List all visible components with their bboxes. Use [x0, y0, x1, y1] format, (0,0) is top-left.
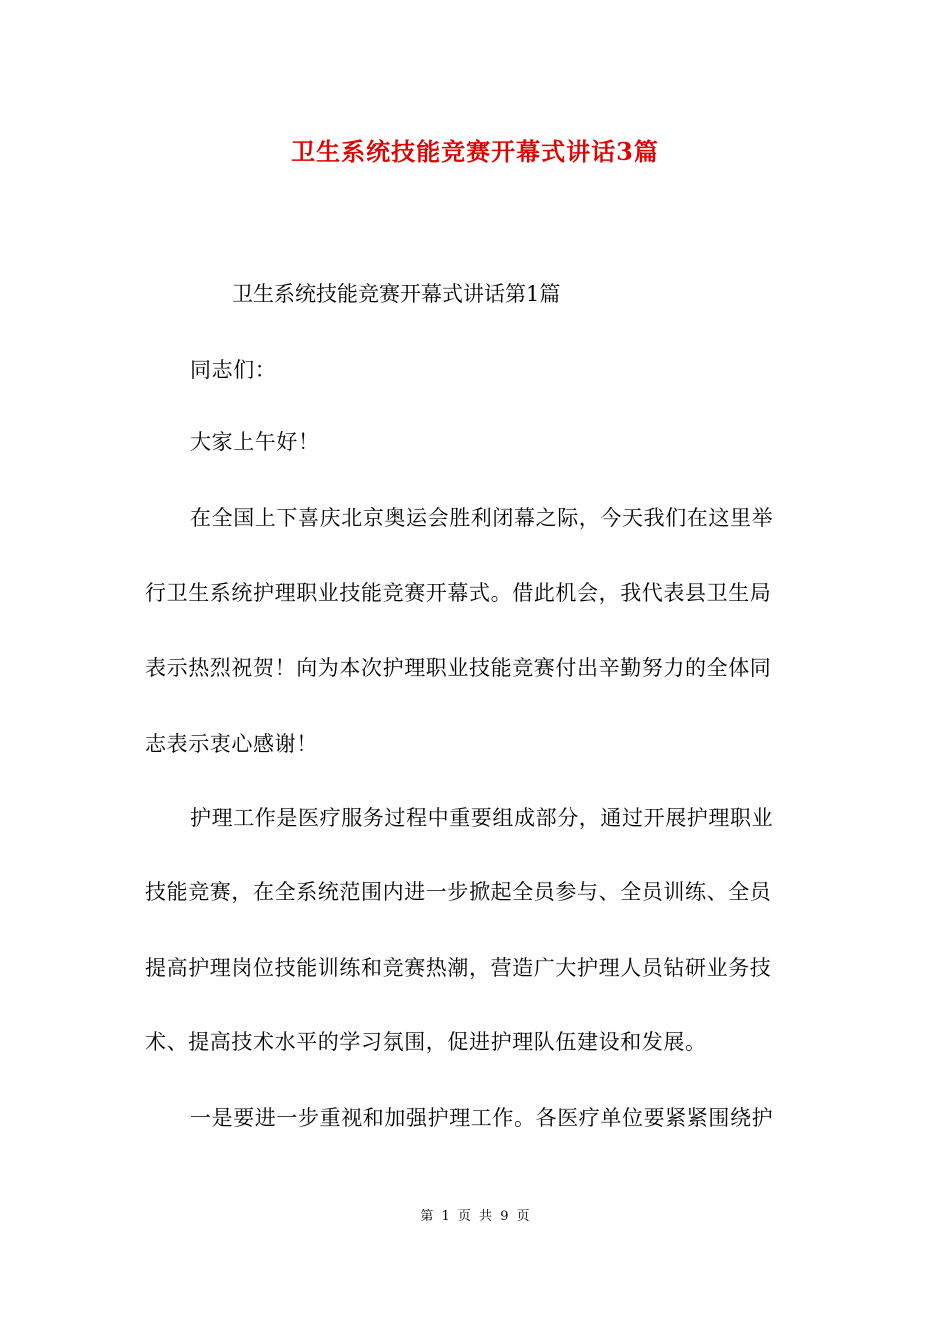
- section-heading: 卫生系统技能竞赛开幕式讲话第1篇: [232, 282, 561, 306]
- paragraph-line: 行卫生系统护理职业技能竞赛开幕式。借此机会，我代表县卫生局: [145, 581, 772, 605]
- greeting: 大家上午好！: [190, 430, 320, 454]
- paragraph-line: 在全国上下喜庆北京奥运会胜利闭幕之际，今天我们在这里举: [190, 506, 774, 530]
- paragraph-line: 一是要进一步重视和加强护理工作。各医疗单位要紧紧围绕护: [190, 1106, 774, 1130]
- paragraph-line: 护理工作是医疗服务过程中重要组成部分，通过开展护理职业: [190, 806, 774, 830]
- paragraph-line: 提高护理岗位技能训练和竞赛热潮，营造广大护理人员钻研业务技: [145, 956, 772, 980]
- paragraph-line: 志表示衷心感谢！: [145, 732, 318, 756]
- salutation: 同志们：: [190, 358, 277, 382]
- paragraph-line: 术、提高技术水平的学习氛围，促进护理队伍建设和发展。: [145, 1030, 707, 1054]
- paragraph-line: 表示热烈祝贺！向为本次护理职业技能竞赛付出辛勤努力的全体同: [145, 656, 772, 680]
- page-number: 第 1 页 共 9 页: [420, 1209, 530, 1224]
- document-title: 卫生系统技能竞赛开幕式讲话3篇: [291, 137, 659, 166]
- paragraph-line: 技能竞赛，在全系统范围内进一步掀起全员参与、全员训练、全员: [145, 880, 772, 904]
